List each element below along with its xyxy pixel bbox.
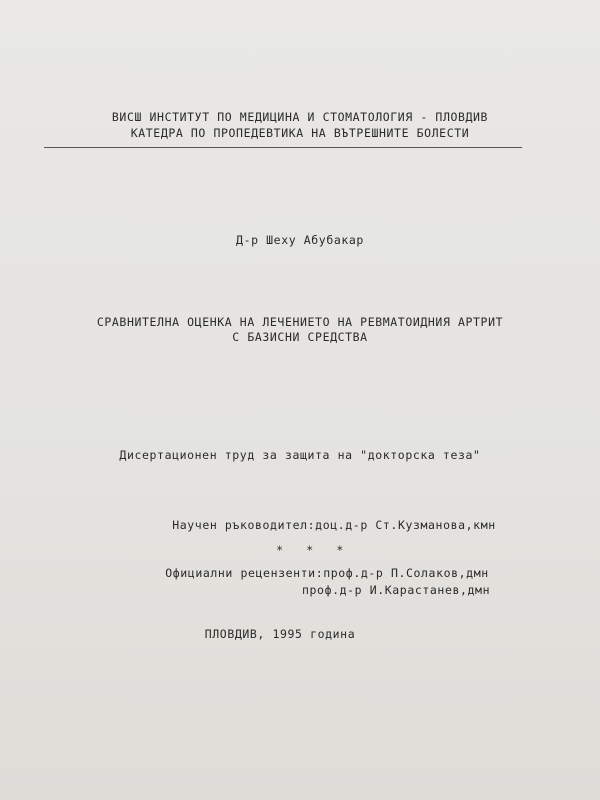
- author-name: Д-р Шеху Абубакар: [236, 233, 364, 247]
- department-name: КАТЕДРА ПО ПРОПЕДЕВТИКА НА ВЪТРЕШНИТЕ БОЛЕСТИ: [130, 126, 470, 140]
- institution-name: ВИСШ ИНСТИТУТ ПО МЕДИЦИНА И СТОМАТОЛОГИЯ - ПЛОВДИВ: [111, 110, 489, 124]
- separator-stars: * * *: [276, 543, 344, 557]
- place-and-year: ПЛОВДИВ, 1995 година: [204, 627, 356, 641]
- thesis-title-line1: СРАВНИТЕЛНА ОЦЕНКА НА ЛЕЧЕНИЕТО НА РЕВМАТОИДНИЯ АРТРИТ: [96, 315, 504, 329]
- header-divider: [44, 147, 522, 148]
- reviewers-line2: проф.д-р И.Карастанев,дмн: [302, 583, 491, 597]
- thesis-subtitle: Дисертационен труд за защита на "докторска теза": [119, 448, 481, 462]
- thesis-title-line2: С БАЗИСНИ СРЕДСТВА: [232, 330, 368, 344]
- supervisor: Научен ръководител:доц.д-р Ст.Кузманова,кмн: [172, 518, 496, 532]
- reviewers-line1: Официални рецензенти:проф.д-р П.Солаков,дмн: [165, 566, 489, 580]
